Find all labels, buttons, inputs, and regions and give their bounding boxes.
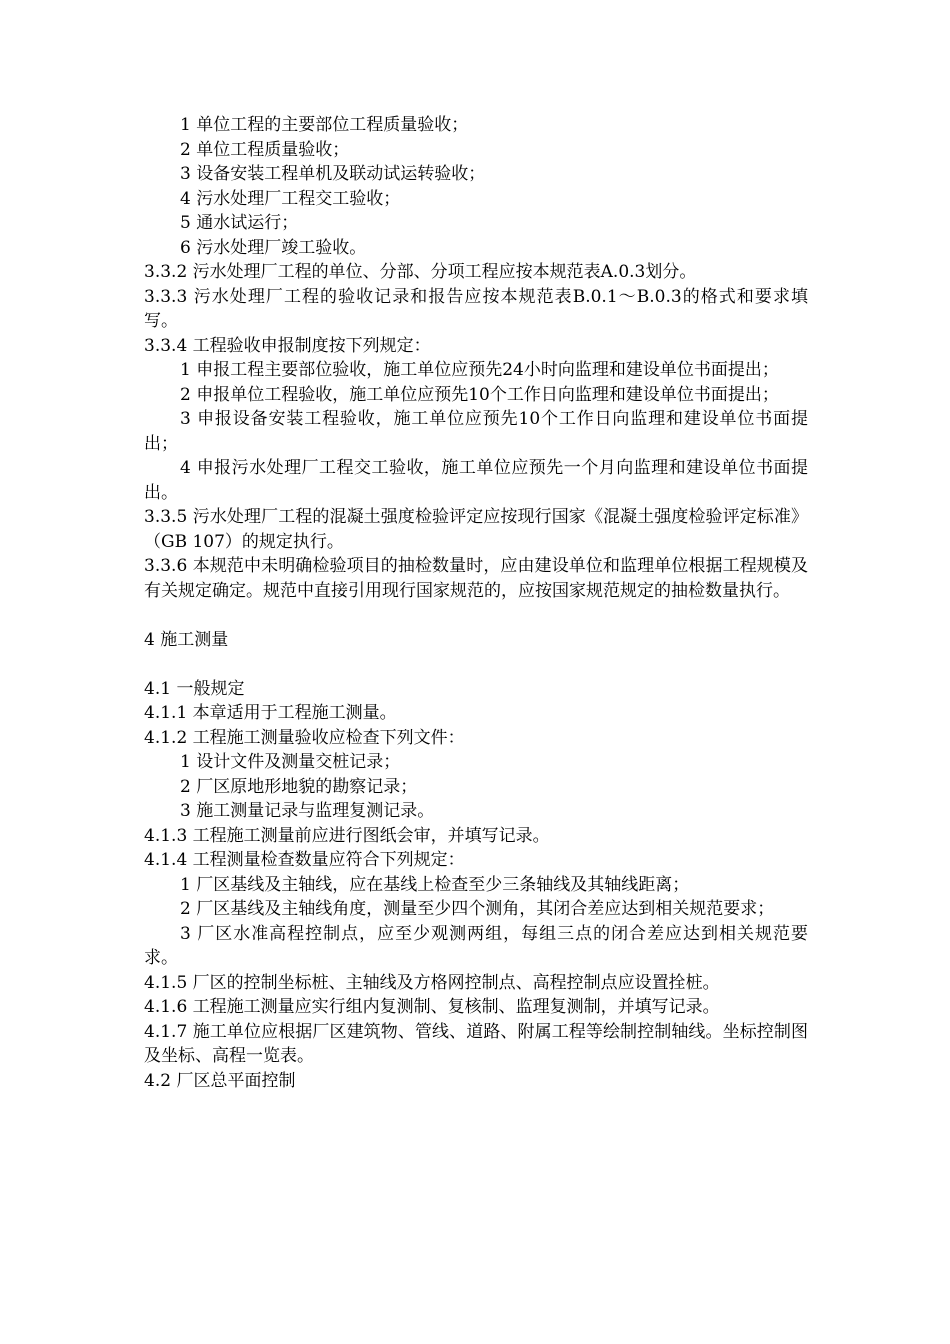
- blank-line: [144, 603, 808, 628]
- paragraph: 4.1.7 施工单位应根据厂区建筑物、管线、道路、附属工程等绘制控制轴线。坐标控制图及坐标、高程一览表。: [144, 1021, 808, 1066]
- paragraph: 4.1.3 工程施工测量前应进行图纸会审，并填写记录。: [144, 825, 550, 846]
- paragraph: 3.3.5 污水处理厂工程的混凝土强度检验评定应按现行国家《混凝土强度检验评定标准》（GB 107）的规定执行。: [144, 507, 808, 552]
- list-item: 3 施工测量记录与监理复测记录。: [180, 801, 435, 821]
- paragraph: 4.1 一般规定: [144, 678, 245, 699]
- list-item: 2 厂区基线及主轴线角度，测量至少四个测角，其闭合差应达到相关规范要求；: [180, 899, 775, 919]
- list-item: 1 设计文件及测量交桩记录；: [180, 752, 401, 772]
- paragraph: 4.1.6 工程施工测量应实行组内复测制、复核制、监理复测制，并填写记录。: [144, 997, 720, 1017]
- paragraph: 4 施工测量: [144, 629, 229, 650]
- list-item: 1 申报工程主要部位验收，施工单位应预先24小时向监理和建设单位书面提出；: [180, 360, 779, 380]
- paragraph: 4.1.4 工程测量检查数量应符合下列规定：: [144, 850, 465, 870]
- list-item: 3 厂区水准高程控制点，应至少观测两组，每组三点的闭合差应达到相关规范要求。: [144, 923, 808, 968]
- blank-line: [144, 652, 808, 677]
- paragraph: 4.1.5 厂区的控制坐标桩、主轴线及方格网控制点、高程控制点应设置拴桩。: [144, 972, 720, 993]
- list-item: 6 污水处理厂竣工验收。: [180, 237, 367, 258]
- paragraph: 3.3.2 污水处理厂工程的单位、分部、分项工程应按本规范表A.0.3划分。: [144, 262, 697, 282]
- list-item: 2 申报单位工程验收，施工单位应预先10个工作日向监理和建设单位书面提出；: [180, 384, 779, 405]
- paragraph: 3.3.3 污水处理厂工程的验收记录和报告应按本规范表B.0.1～B.0.3的格式和要求填写。: [144, 286, 808, 331]
- list-item: 1 单位工程的主要部位工程质量验收；: [180, 115, 469, 135]
- paragraph: 4.1.1 本章适用于工程施工测量。: [144, 703, 397, 723]
- list-item: 1 厂区基线及主轴线，应在基线上检查至少三条轴线及其轴线距离；: [180, 874, 690, 895]
- paragraph: 4.1.2 工程施工测量验收应检查下列文件：: [144, 727, 465, 748]
- list-item: 4 申报污水处理厂工程交工验收，施工单位应预先一个月向监理和建设单位书面提出。: [144, 458, 808, 503]
- list-item: 5 通水试运行；: [180, 213, 299, 233]
- list-item: 4 污水处理厂工程交工验收；: [180, 188, 401, 209]
- document-page: [144, 113, 808, 1093]
- paragraph: 3.3.6 本规范中未明确检验项目的抽检数量时，应由建设单位和监理单位根据工程规模及有关规定确定。规范中直接引用现行国家规范的，应按国家规范规定的抽检数量执行。: [144, 556, 808, 601]
- list-item: 2 单位工程质量验收；: [180, 139, 350, 160]
- list-item: 3 设备安装工程单机及联动试运转验收；: [180, 164, 486, 184]
- list-item: 2 厂区原地形地貌的勘察记录；: [180, 776, 418, 797]
- paragraph: 3.3.4 工程验收申报制度按下列规定：: [144, 335, 431, 356]
- paragraph: 4.2 厂区总平面控制: [144, 1070, 296, 1091]
- list-item: 3 申报设备安装工程验收，施工单位应预先10个工作日向监理和建设单位书面提出；: [144, 409, 808, 454]
